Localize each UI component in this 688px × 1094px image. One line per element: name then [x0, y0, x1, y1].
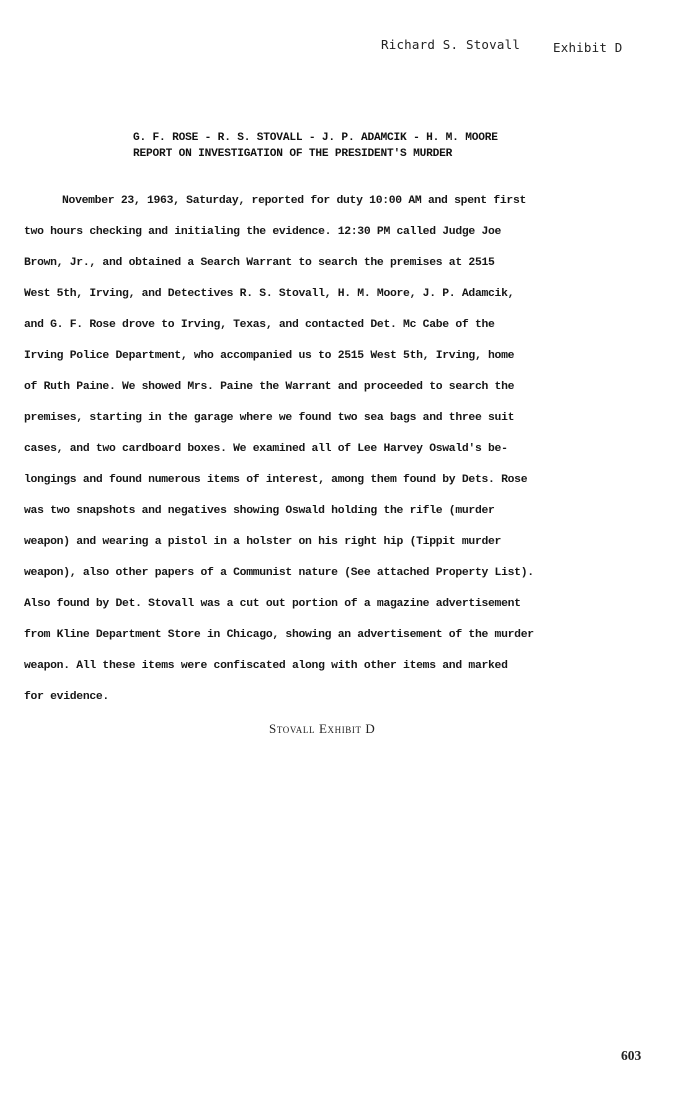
report-title-subject: REPORT ON INVESTIGATION OF THE PRESIDENT'S MURDER — [133, 148, 453, 160]
header-author: Richard S. Stovall — [381, 37, 521, 52]
header-exhibit-label: Exhibit D — [553, 40, 623, 55]
body-line: cases, and two cardboard boxes. We examined all of Lee Harvey Oswald's be- — [24, 443, 508, 455]
body-line: Brown, Jr., and obtained a Search Warrant to search the premises at 2515 — [24, 257, 495, 269]
body-line: weapon), also other papers of a Communist nature (See attached Property List). — [24, 567, 534, 579]
report-body — [24, 186, 640, 713]
body-line: two hours checking and initialing the evidence. 12:30 PM called Judge Joe — [24, 226, 502, 238]
body-line: longings and found numerous items of interest, among them found by Dets. Rose — [24, 474, 528, 486]
body-line: premises, starting in the garage where we found two sea bags and three suit — [24, 412, 515, 424]
body-line: November 23, 1963, Saturday, reported for duty 10:00 AM and spent first — [62, 195, 527, 207]
body-line: for evidence. — [24, 691, 109, 703]
body-line: weapon. All these items were confiscated along with other items and marked — [24, 660, 508, 672]
body-line: Also found by Det. Stovall was a cut out portion of a magazine advertisement — [24, 598, 521, 610]
body-line: Irving Police Department, who accompanied us to 2515 West 5th, Irving, home — [24, 350, 515, 362]
report-title — [133, 130, 498, 162]
body-line: and G. F. Rose drove to Irving, Texas, and contacted Det. Mc Cabe of the — [24, 319, 495, 331]
body-line: West 5th, Irving, and Detectives R. S. Stovall, H. M. Moore, J. P. Adamcik, — [24, 288, 515, 300]
exhibit-caption: Stovall Exhibit D — [269, 721, 376, 736]
report-title-officers: G. F. ROSE - R. S. STOVALL - J. P. ADAMCIK - H. M. MOORE — [133, 132, 498, 144]
page-number: 603 — [621, 1048, 642, 1063]
body-line: weapon) and wearing a pistol in a holster on his right hip (Tippit murder — [24, 536, 502, 548]
body-line: was two snapshots and negatives showing Oswald holding the rifle (murder — [24, 505, 495, 517]
body-line: from Kline Department Store in Chicago, showing an advertisement of the murder — [24, 629, 534, 641]
body-line: of Ruth Paine. We showed Mrs. Paine the Warrant and proceeded to search the — [24, 381, 515, 393]
